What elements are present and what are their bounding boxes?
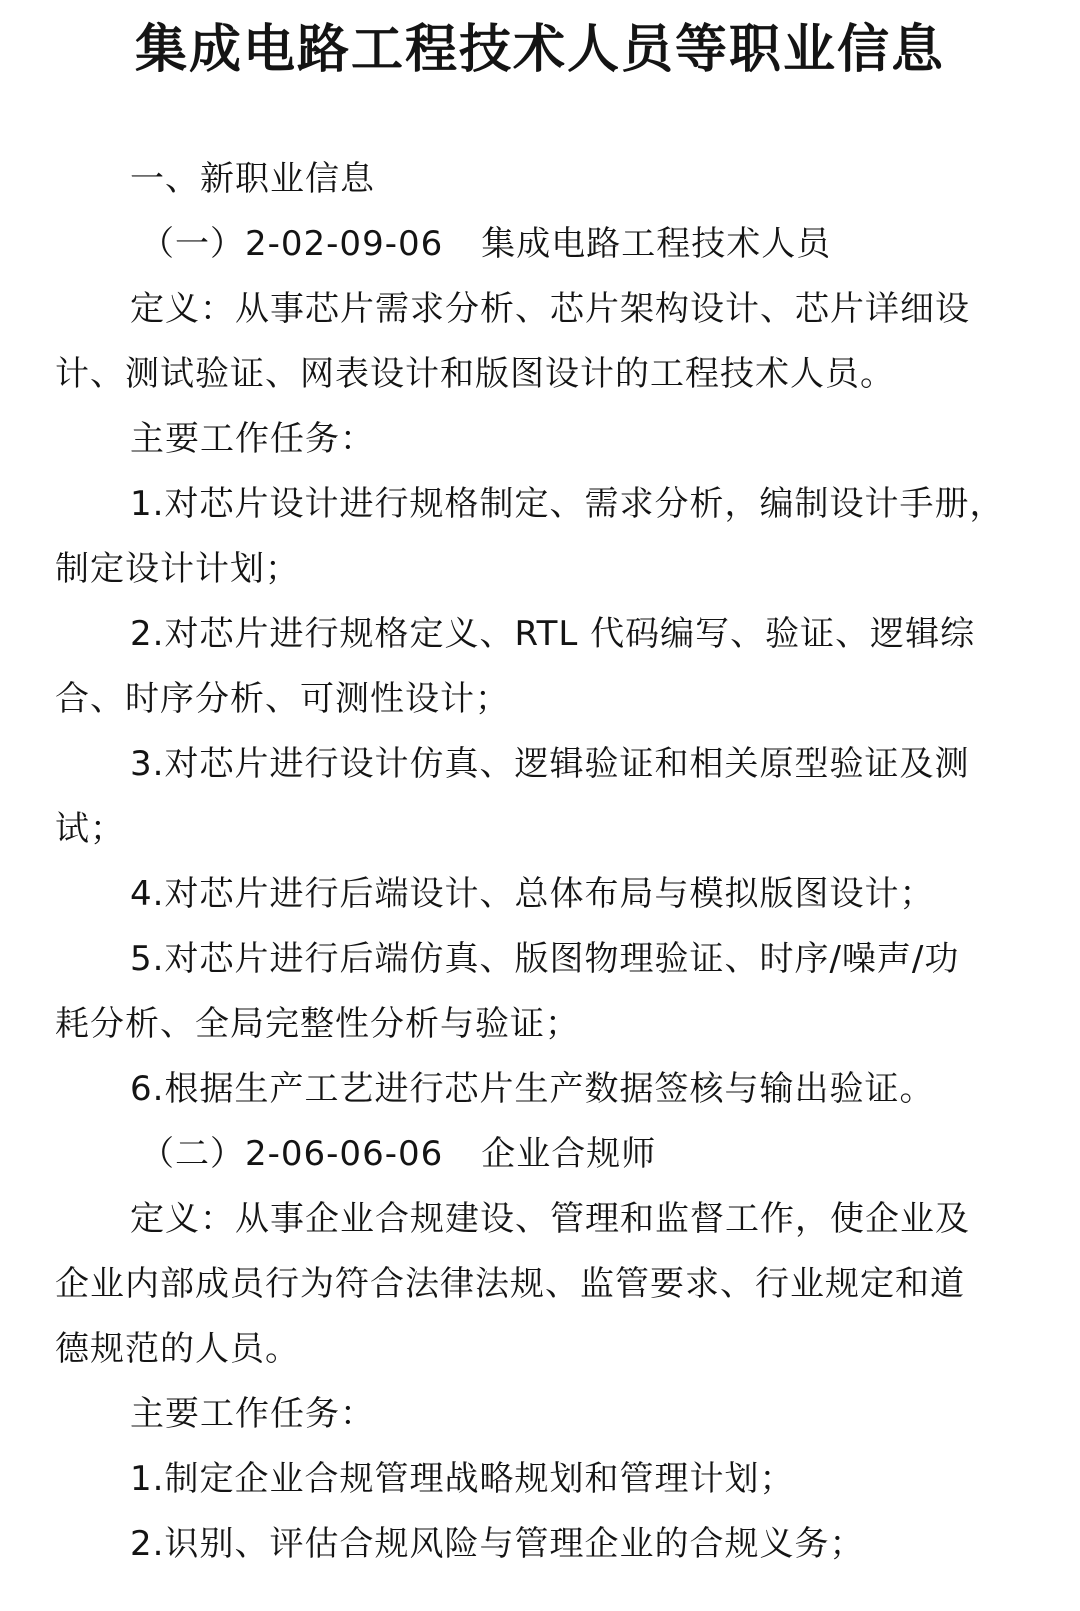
task-line: 4.对芯片进行后端设计、总体布局与模拟版图设计； <box>130 874 935 914</box>
occupation-code: 2-02-09-06 <box>245 224 444 264</box>
occupation-heading-2 <box>140 1129 656 1179</box>
tasks-heading: 主要工作任务： <box>130 1394 375 1434</box>
occupation-number: （一） <box>140 224 245 264</box>
task-line: 耗分析、全局完整性分析与验证； <box>55 1004 580 1044</box>
occupation-name: 集成电路工程技术人员 <box>481 224 832 264</box>
occupation-code: 2-06-06-06 <box>245 1134 444 1174</box>
task-line: 1.对芯片设计进行规格制定、需求分析，编制设计手册， <box>130 484 1005 524</box>
definition-line: 定义：从事企业合规建设、管理和监督工作，使企业及 <box>130 1199 970 1239</box>
task-line: 6.根据生产工艺进行芯片生产数据签核与输出验证。 <box>130 1069 935 1109</box>
task-line: 5.对芯片进行后端仿真、版图物理验证、时序/噪声/功 <box>130 939 960 979</box>
task-line: 2.识别、评估合规风险与管理企业的合规义务； <box>130 1524 865 1564</box>
task-line: 2.对芯片进行规格定义、RTL 代码编写、验证、逻辑综 <box>130 614 976 654</box>
definition-line: 德规范的人员。 <box>55 1329 300 1369</box>
task-line: 制定设计计划； <box>55 549 300 589</box>
occupation-heading-1 <box>140 219 831 269</box>
section-heading: 一、新职业信息 <box>130 159 375 199</box>
document-title: 集成电路工程技术人员等职业信息 <box>134 19 945 80</box>
definition-line: 企业内部成员行为符合法律法规、监管要求、行业规定和道 <box>55 1264 965 1304</box>
occupation-number: （二） <box>140 1134 245 1174</box>
task-line: 试； <box>55 809 125 849</box>
occupation-name: 企业合规师 <box>481 1134 657 1174</box>
task-line: 合、时序分析、可测性设计； <box>55 679 510 719</box>
definition-line: 计、测试验证、网表设计和版图设计的工程技术人员。 <box>55 354 895 394</box>
task-line: 1.制定企业合规管理战略规划和管理计划； <box>130 1459 795 1499</box>
tasks-heading: 主要工作任务： <box>130 419 375 459</box>
definition-line: 定义：从事芯片需求分析、芯片架构设计、芯片详细设 <box>130 289 970 329</box>
task-line: 3.对芯片进行设计仿真、逻辑验证和相关原型验证及测 <box>130 744 970 784</box>
